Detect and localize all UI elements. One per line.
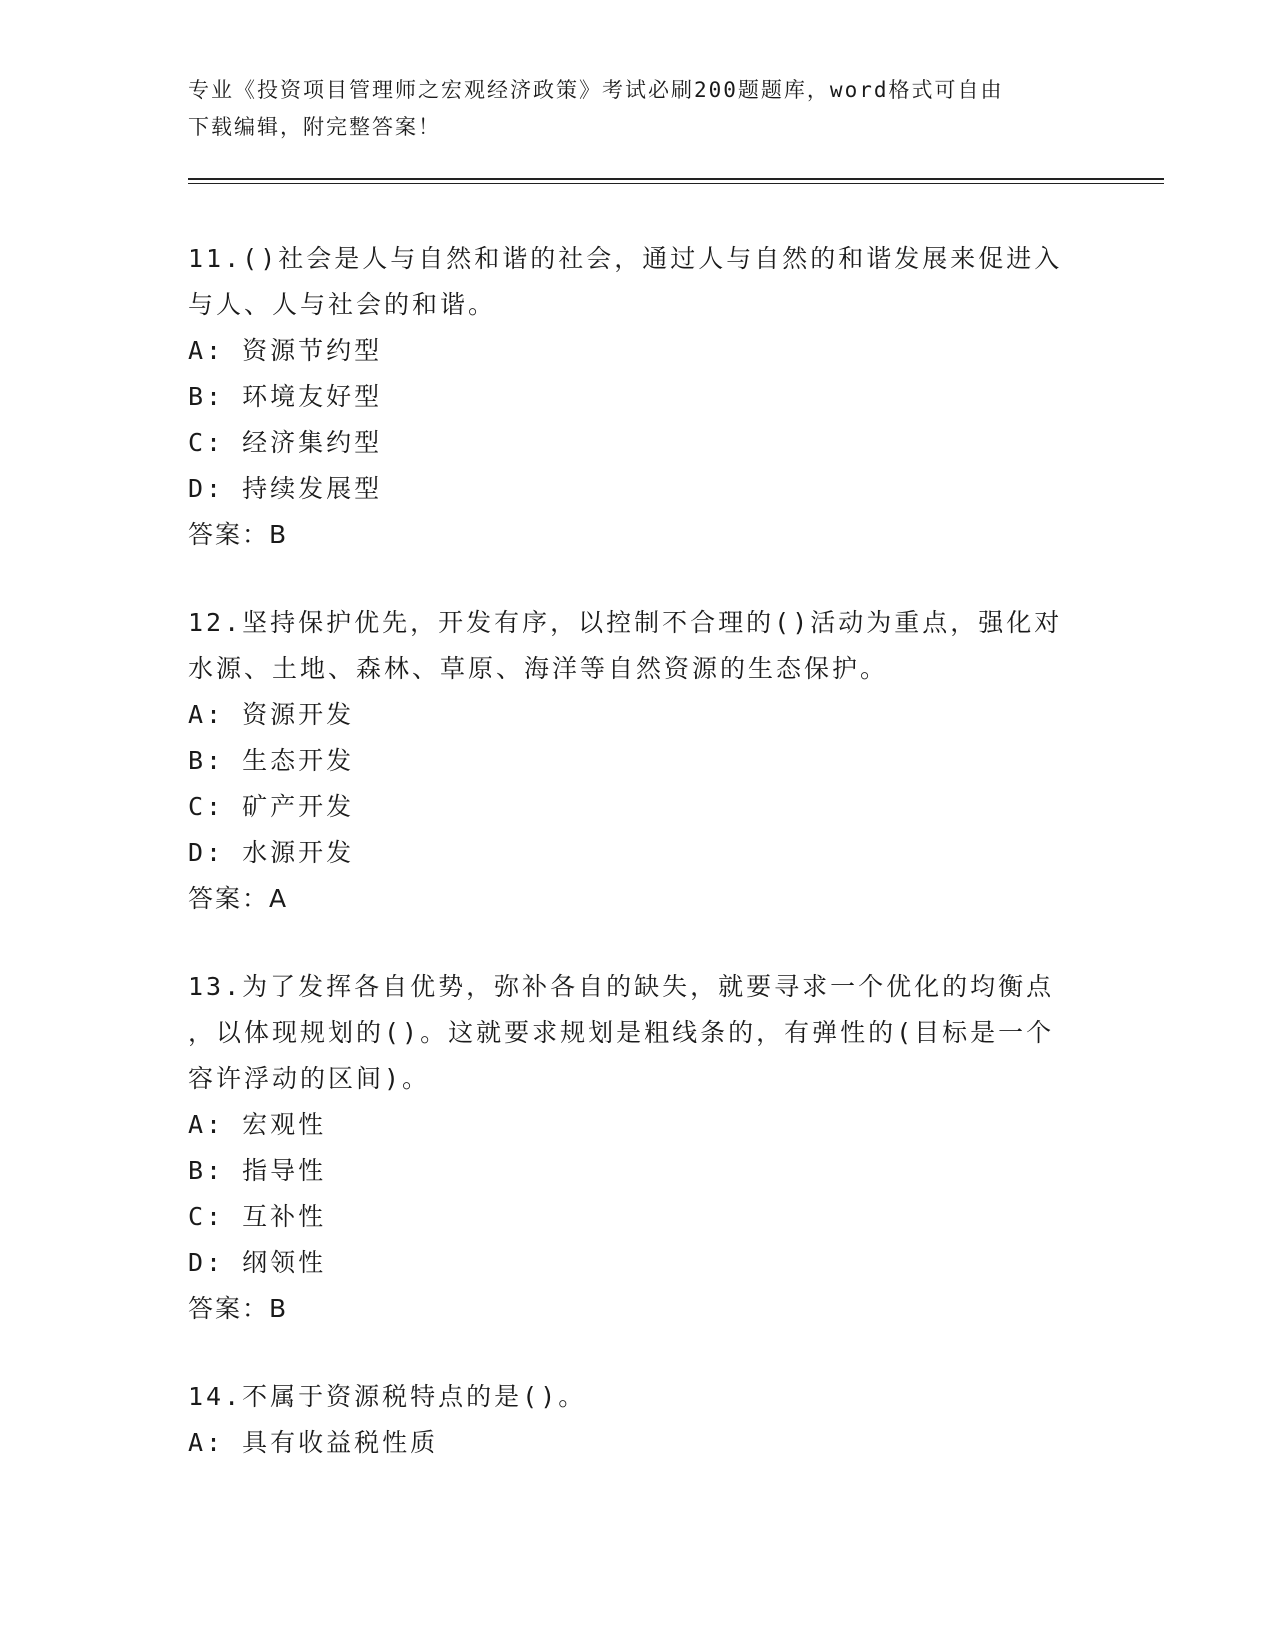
option-b: B: 生态开发 xyxy=(188,746,355,775)
question-stem-line: 水源、土地、森林、草原、海洋等自然资源的生态保护。 xyxy=(188,654,889,683)
option-c: C: 互补性 xyxy=(188,1202,327,1231)
option-a: A: 具有收益税性质 xyxy=(188,1428,439,1457)
document-header xyxy=(188,72,1088,146)
header-divider-thick xyxy=(188,178,1164,180)
question-stem-line: ，以体现规划的()。这就要求规划是粗线条的，有弹性的(目标是一个 xyxy=(188,1018,1055,1047)
option-d: D: 水源开发 xyxy=(188,838,355,867)
question-list xyxy=(188,236,1088,1508)
question-13 xyxy=(188,964,1088,1332)
option-b: B: 环境友好型 xyxy=(188,382,383,411)
header-line-1: 专业《投资项目管理师之宏观经济政策》考试必刷200题题库，word格式可自由 xyxy=(188,78,1004,102)
option-a: A: 资源节约型 xyxy=(188,336,383,365)
question-stem-line: 11.()社会是人与自然和谐的社会，通过人与自然的和谐发展来促进入 xyxy=(188,244,1063,273)
question-stem-line: 与人、人与社会的和谐。 xyxy=(188,290,497,319)
option-d: D: 持续发展型 xyxy=(188,474,383,503)
option-c: C: 矿产开发 xyxy=(188,792,355,821)
answer-line: 答案：B xyxy=(188,520,289,549)
question-14 xyxy=(188,1374,1088,1466)
header-divider-thin xyxy=(188,183,1164,184)
option-c: C: 经济集约型 xyxy=(188,428,383,457)
option-b: B: 指导性 xyxy=(188,1156,327,1185)
question-11 xyxy=(188,236,1088,558)
answer-line: 答案：A xyxy=(188,884,289,913)
header-line-2: 下载编辑，附完整答案！ xyxy=(188,115,441,139)
option-a: A: 宏观性 xyxy=(188,1110,327,1139)
option-a: A: 资源开发 xyxy=(188,700,355,729)
question-stem-line: 12.坚持保护优先，开发有序，以控制不合理的()活动为重点，强化对 xyxy=(188,608,1063,637)
option-d: D: 纲领性 xyxy=(188,1248,327,1277)
question-12 xyxy=(188,600,1088,922)
question-stem-line: 13.为了发挥各自优势，弥补各自的缺失，就要寻求一个优化的均衡点 xyxy=(188,972,1055,1001)
answer-line: 答案：B xyxy=(188,1294,289,1323)
question-stem-line: 容许浮动的区间)。 xyxy=(188,1064,431,1093)
question-stem-line: 14.不属于资源税特点的是()。 xyxy=(188,1382,587,1411)
